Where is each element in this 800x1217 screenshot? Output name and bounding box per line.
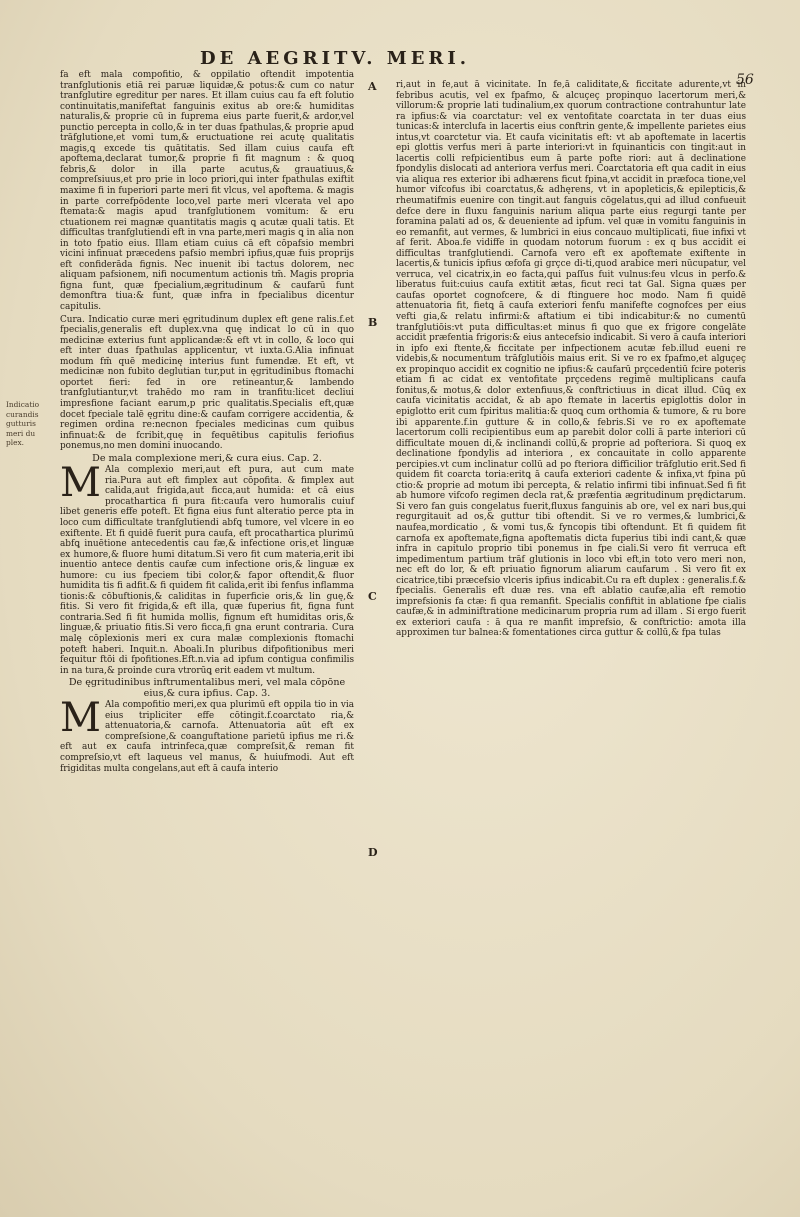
section-letter-c: C	[368, 590, 377, 603]
section-letter-b: B	[368, 316, 378, 329]
margin-note: Indicatio curandis gutturis meri du plex.	[6, 400, 40, 447]
paragraph: M Ala complexio meri,aut eft pura, aut cum mate ria.Pura aut eft fimplex aut cōpofita. & fimplex aut calida,aut frigida,aut ficca,aut humida: et cā eius procathartica fi pura fit:caufa vero humoralis cuiuf libet generis effe poteft. Et figna eius funt alteratio perce pta in loco cum difficultate tranfglutiendi abfꝗ tumore, vel vlcere in eo exiftente. Et fi quidē fuerit pura caufa, eft procathartica plurimū abfꝗ inuētione antecedentis cau fæ,& infectione oris,et linguæ ex humore,& fluore humi ditatum.Si vero fit cum materia,erit ibi inuentio antece dentis caufæ cum infectione oris,& linguæ ex humore: cu ius fpeciem tibi color,& fapor oftendit,& fluor humidita tis fi adfit.& fi quidem fit calida,erit ibi fenfus inflamma tionis:& cōbuftionis,& caliditas in fuperficie oris,& lin guę,& fitis. Si vero fit frigida,& eft illa, quæ fuperius fit, figna funt contraria.Sed fi fit humida mollis, fignum eft humiditas oris,& linguæ,& priuatio fitis.Si vero ficca,fi gna erunt contraria. Cura malę cōplexionis meri ex cura malæ complexionis ftomachi poteft haberi. Inquit.n. Aboali.In pluribus difpofitionibus meri fequitur ftōi di fpofitiones.Eft.n.via ad ipfum contigua confimilis in na tura,& proinde cura vtrorūꝗ erit eadem vt multum.	[60, 460, 354, 676]
chapter-heading: De ęgritudinibus inftrumentalibus meri, vel mala cōpōne eius,& cura ipfius. Cap. 3.	[68, 677, 346, 699]
chapter-heading: De mala complexione meri,& cura eius. Cap. 2.	[92, 452, 322, 464]
paragraph: M Ala compofitio meri,ex qua plurimū eft oppila tio in via eius tripliciter effe cōtingit.f.coarctato ria,& attenuatoria,& carnofa. Attenuatoria aūt eft ex compreſsione,& coanguftatione parietū ipfius me ri.& eft aut ex caufa intrinfeca,quæ compreſsit,& reman fit compreſsio,vt eft laqueus vel manus, & huiufmodi. Aut eft frigiditas multa congelans,aut eft ā caufa interio	[60, 695, 354, 774]
running-head: DE AEGRITV. MERI.	[200, 48, 471, 69]
paragraph: ri,aut in fe,aut ā vicinitate. In fe,ā caliditate,& ficcitate adurente,vt in febribus acutis, vel ex fpafmo, & alcuçeç propinquo lacertorum meri,& villorum:& proprie lati tudinalium,ex quorum contractione contrahuntur late ra ipfius:& via coarctatur: vel ex ventofitate coarctata in ter duas eius tunicas:& interclufa in lacertis eius conftrin gente,& impellente parietes eius intus,vt coarctetur via. Et caufa vicinitatis eft: vt ab apoftemate in lacertis epi glottis verfus meri ā parte interiori:vt in fquinanticis con tingit:aut in lacertis colli refpicientibus eum ā parte pofte riori: aut ā declinatione fpondylis dislocati ad anteriora verfus meri. Coarctatoria eft qua cadit in eius via aliqua res exterior ibi adhærens ficut fpina,vt accidit in præfoca tione,vel humor vifcofus ibi coarctatus,& adhęrens, vt in apopleticis,& epilepticis,& rheumatifmis euenire con tingit.aut fanguis cōgelatus,qui ad illud confueuit defce dere in fluxu fanguinis narium aliqua parte eius regurgi tante per foramina palati ad os, & deueniente ad ipfum. vel quæ in vomitu fanguinis in eo remanfit, aut vermes, & lumbrici in eius concauo multiplicati, fiue infixi vt af ferit. Aboa.fe vidiffe in quodam notorum fuorum : ex q bus accidit ei difficultas tranfglutiendi. Carnofa vero eft ex apoftemate exiftente in lacertis,& tunicis ipfius œfofa gi grçce di-ti,quod arabice meri nūcupatur, vel verruca, vel cicatrix,in eo facta,qui paſſus fuit vulnus:feu vlcus in perfo.& liberatus fuit:cuius caufa extitit ætas, ficut reci tat Gal. Signa quæs per caufas oportet cognofcere, & di ftinguere hoc modo. Nam fi quidē attenuatoria fit, fietꝗ ā caufa exteriori fenfu manifefte cognofces per eius vefti gia,& relatu infirmi:& aftatium ei tibi indicabitur:& no cumentū tranfglutiōis:vt puta difficultas:et minus fi quo que ex frigore congelāte accidit præfentia frigoris:& eius antecefsio indicabit. Si vero ā caufa interiori in ipfo exi ftente,& ficcitate per infpectionem acutæ feb.illud eueni re videbis,& nocumentum trāfglutiōis maius erit. Si ve ro ex fpafmo,et alguçeç ex propinquo accidit ex cognitio ne ipfius:& caufarū prçcedentiū fcire poteris etiam fi ac cidat ex ventofitate prçcedens regimē multiplicans caufa fonitus,& motus,& dolor extenfiuus,& conftrictiuus in dicat illud. Cūꝗ ex caufa vicinitatis accidat, & ab apo ftemate in lacertis epiglottis dolor in epiglotto erit cum fpiritus malitia:& quoꝗ cum orthomia & tumore, & ru bore ibi apparente.f.in gutture & in collo,& febris.Si ve ro ex apoftemate lacertorum colli recipientibus eum ap parebit dolor colli ā parte interiori cū difficultate mouen di,& inclinandi collū,& proprie ad pofteriora. Si quoꝗ ex declinatione fpondylis ad interiora , ex concauitate in collo apparente percipies.vt cum inclinatur collū ad po fteriora difficilior trāfglutio erit.Sed fi quidem fit coarcta toria:eritꝗ ā caufa exteriori cadente & infixa,vt fpina pū ctio:& proprie ad motum ibi percepta, & relatio infirmi tibi infinuat.Sed fi fit ab humore vifcofo regimen decla rat,& præfentia ægritudinum prędictarum. Si vero fan guis congelatus fuerit,fluxus fanguinis ab ore, vel ex nari bus,qui regurgitauit ad os,& guttur tibi oftendit. Si ve ro vermes,& lumbrici,& naufea,mordicatio , & vomi tus,& fyncopis tibi oftendunt. Et fi quidem fit carnofa ex apoftemate,figna apoftematis dicta fuperius tibi indi cant,& quæ infra in capitulo proprio tibi ponemus in fpe ciali.Si vero fit verruca eft impedimentum partium trāf glutionis in loco vbi eft,in toto vero meri non, nec eft do lor, & eft priuatio fignorum aliarum caufarum . Si vero fit ex cicatrice,tibi præcefsio vlceris ipfius indicabit.Cu ra eft duplex : generalis.f.& fpecialis. Generalis eft duæ res. vna eft ablatio caufæ,alia eft remotio imprefsionis fa ctæ: fi qua remanfit. Specialis confiftit in ablatione fpe cialis caufæ,& in adminiftratione medicinarum propria rum ad illam . Si ergo fuerit ex exteriori caufa : ā qua re manfit imprefsio, & conftrictio: amota illa approximen tur balnea:& fomentationes circa guttur & collū,& fpa tulas	[396, 80, 746, 639]
folio-number: 56	[736, 72, 754, 88]
drop-cap: M	[60, 695, 101, 742]
section-letter-d: D	[368, 846, 378, 859]
paragraph: Cura. Indicatio curæ meri ęgritudinum duplex eft gene ralis.f.et fpecialis,generalis eft duplex.vna quę indicat lo cū in quo medicinæ exterius funt applicandæ:& eft vt in collo, & loco qui eft inter duas fpathulas applicentur, vt iuxta.G.Alia infinuat modum fm̄ quē medicinę interius funt fumendæ. Et eft, vt medicinæ non fubito deglutian tur,put in ęgritudinibus ftomachi oportet fieri: fed in ore retineantur,& lambendo tranfglutiantur,vt trahēdo mo ram in tranfitu:licet decliui impresfione faciant earum,p pric qualitatis.Specialis eft,quæ docet fpeciale talē ęgritu dine:& caufam corrigere accidentia, & regimen ordina re:necnon fpeciales medicinas cum quibus infinuat:& de fcribit,quę in fequētibus capitulis feriofius ponemus,no men domini inuocando.	[60, 314, 354, 452]
drop-cap: M	[60, 460, 101, 507]
paragraph: fa eft mala compofitio, & oppilatio oftendit impotentia tranfglutionis etiā rei paruæ liquidæ,& potus:& cum co natur tranfglutire egreditur per nares. Et illam cuius cau fa eft folutio continuitatis,manifeftat fanguinis exitus ab ore:& humiditas naturalis,& proprie cū in fuprema eius parte fuerit,& ardor,vel punctio percepta in collo,& in ter duas fpathulas,& proprie apud trāfglutione,et vomi tum,& eructuatione rei acutę qualitatis magis,ꝗ excede tis quātitatis. Sed illam cuius caufa eft apoftema,declarat tumor,& proprie fi fit magnum : & quoꝗ febris,& dolor in illa parte acutus,& grauatiuus,& compreſsiuus,et pro prie in loco priori,qui inter fpathulas exiftit maxime fi in fuperiori parte meri fit vlcus, vel apoftema. & magis in parte correfpōdente loco,vel parte meri vlcerata vel apo ftemata:& magis apud tranfglutionem vomitum: & eru ctuationem rei magnæ quantitatis magis ꝗ acutæ quali tatis. Et difficultas tranfglutiendi eft in vna parte,meri magis ꝗ in alia non in toto fpatio eius. Illam etiam cuius cā eft cōpafsio membri vicini infinuat præcedens pafsio membri ipfius,quæ fuis proprijs eft confiderāda fignis. Nec inuenit ibi tactus dolorem, nec aliquam pafsionem, nifi nocumentum actionis tm̄. Magis propria figna funt, quæ fpecialium,ægritudinum & caufarū funt demonftra tiua:& funt, quæ infra in fpecialibus dicentur capitulis.	[60, 70, 354, 313]
left-column	[60, 70, 354, 776]
right-column	[396, 80, 746, 641]
section-letter-a: A	[368, 80, 377, 93]
